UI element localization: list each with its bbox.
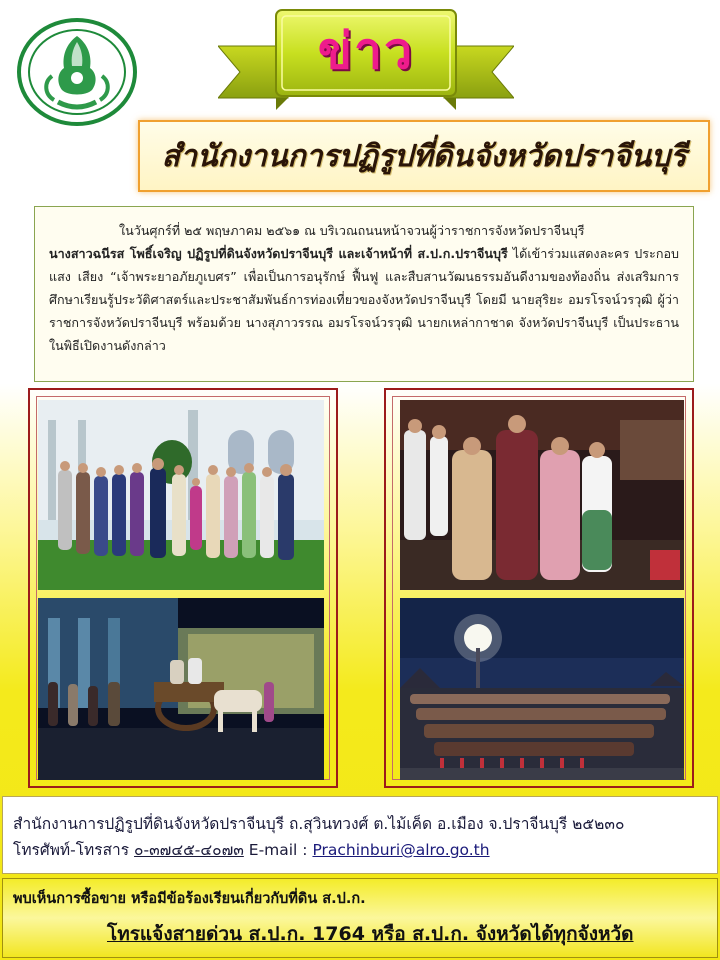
- email-label: E-mail :: [243, 841, 313, 859]
- office-title: สำนักงานการปฏิรูปที่ดินจังหวัดปราจีนบุรี: [161, 138, 687, 174]
- banner-title: ข่าว: [317, 21, 415, 80]
- hotline-text: โทรแจ้งสายด่วน ส.ป.ก. 1764 หรือ ส.ป.ก. จังหวัดได้ทุกจังหวัด: [107, 923, 634, 945]
- alro-emblem-icon: [14, 16, 140, 128]
- photo-group-building: [38, 400, 324, 590]
- news-line-1: ในวันศุกร์ที่ ๒๕ พฤษภาคม ๒๕๖๑ ณ บริเวณถนนหน้าจวนผู้ว่าราชการจังหวัดปราจีนบุรี: [119, 223, 585, 238]
- news-paragraph: [34, 206, 694, 382]
- office-address-box: [2, 796, 718, 874]
- photo-ox-cart-stage: [38, 598, 324, 780]
- hotline-notice: [2, 878, 718, 958]
- phone-label: โทรศัพท์-โทรสาร: [13, 841, 135, 859]
- photo-image: [400, 400, 684, 590]
- photo-image: [38, 400, 324, 590]
- photo-panel-right: [384, 388, 694, 788]
- contact-line: [13, 837, 707, 863]
- notice-text: พบเห็นการซื้อขาย หรือมีข้อร้องเรียนเกี่ยวกับที่ดิน ส.ป.ก.: [13, 891, 366, 907]
- news-body: ได้เข้าร่วมแสดงละคร ประกอบ แสง เสียง “เจ้าพระยาอภัยภูเบศร” เพื่อเป็นการอนุรักษ์ ฟื้นฟู และสืบสานวัฒนธรรมอันดีงามของท้องถิ่น ส่งเสริมการศึกษาเรียนรู้ประวัติศาสตร์และประชาสัมพันธ์การท่องเที่ยวของจังหวัดปราจีนบุรี โดยมี นายสุริยะ อมรโรจน์วรวุฒิ ผู้ว่าราชการจังหวัดปราจีนบุรี พร้อมด้วย นางสุภาวรรณ อมรโรจน์วรวุฒิ นายกเหล่ากาชาด จังหวัดปราจีนบุรี เป็นประธานในพิธีเปิดงานดังกล่าว: [49, 246, 679, 353]
- office-address: สำนักงานการปฏิรูปที่ดินจังหวัดปราจีนบุรี ถ.สุวินทวงศ์ ต.ไม้เค็ด อ.เมือง จ.ปราจีนบุรี ๒๕๒๓๐: [13, 815, 625, 833]
- email-link[interactable]: Prachinburi@alro.go.th: [312, 841, 490, 859]
- photo-image: [400, 598, 684, 780]
- photo-image: [38, 598, 324, 780]
- phone-number[interactable]: ๐-๓๗๔๕-๔๐๗๓: [134, 841, 244, 859]
- photo-night-audience: [400, 598, 684, 780]
- photo-officials-costume: [400, 400, 684, 590]
- news-officials: นางสาวฉนีรส โพธิ์เจริญ ปฏิรูปที่ดินจังหวัดปราจีนบุรี และเจ้าหน้าที่ ส.ป.ก.ปราจีนบุรี: [49, 246, 508, 261]
- photo-panel-left: [28, 388, 338, 788]
- news-banner: [218, 6, 514, 112]
- alro-logo: [14, 16, 140, 128]
- office-title-box: [138, 120, 710, 192]
